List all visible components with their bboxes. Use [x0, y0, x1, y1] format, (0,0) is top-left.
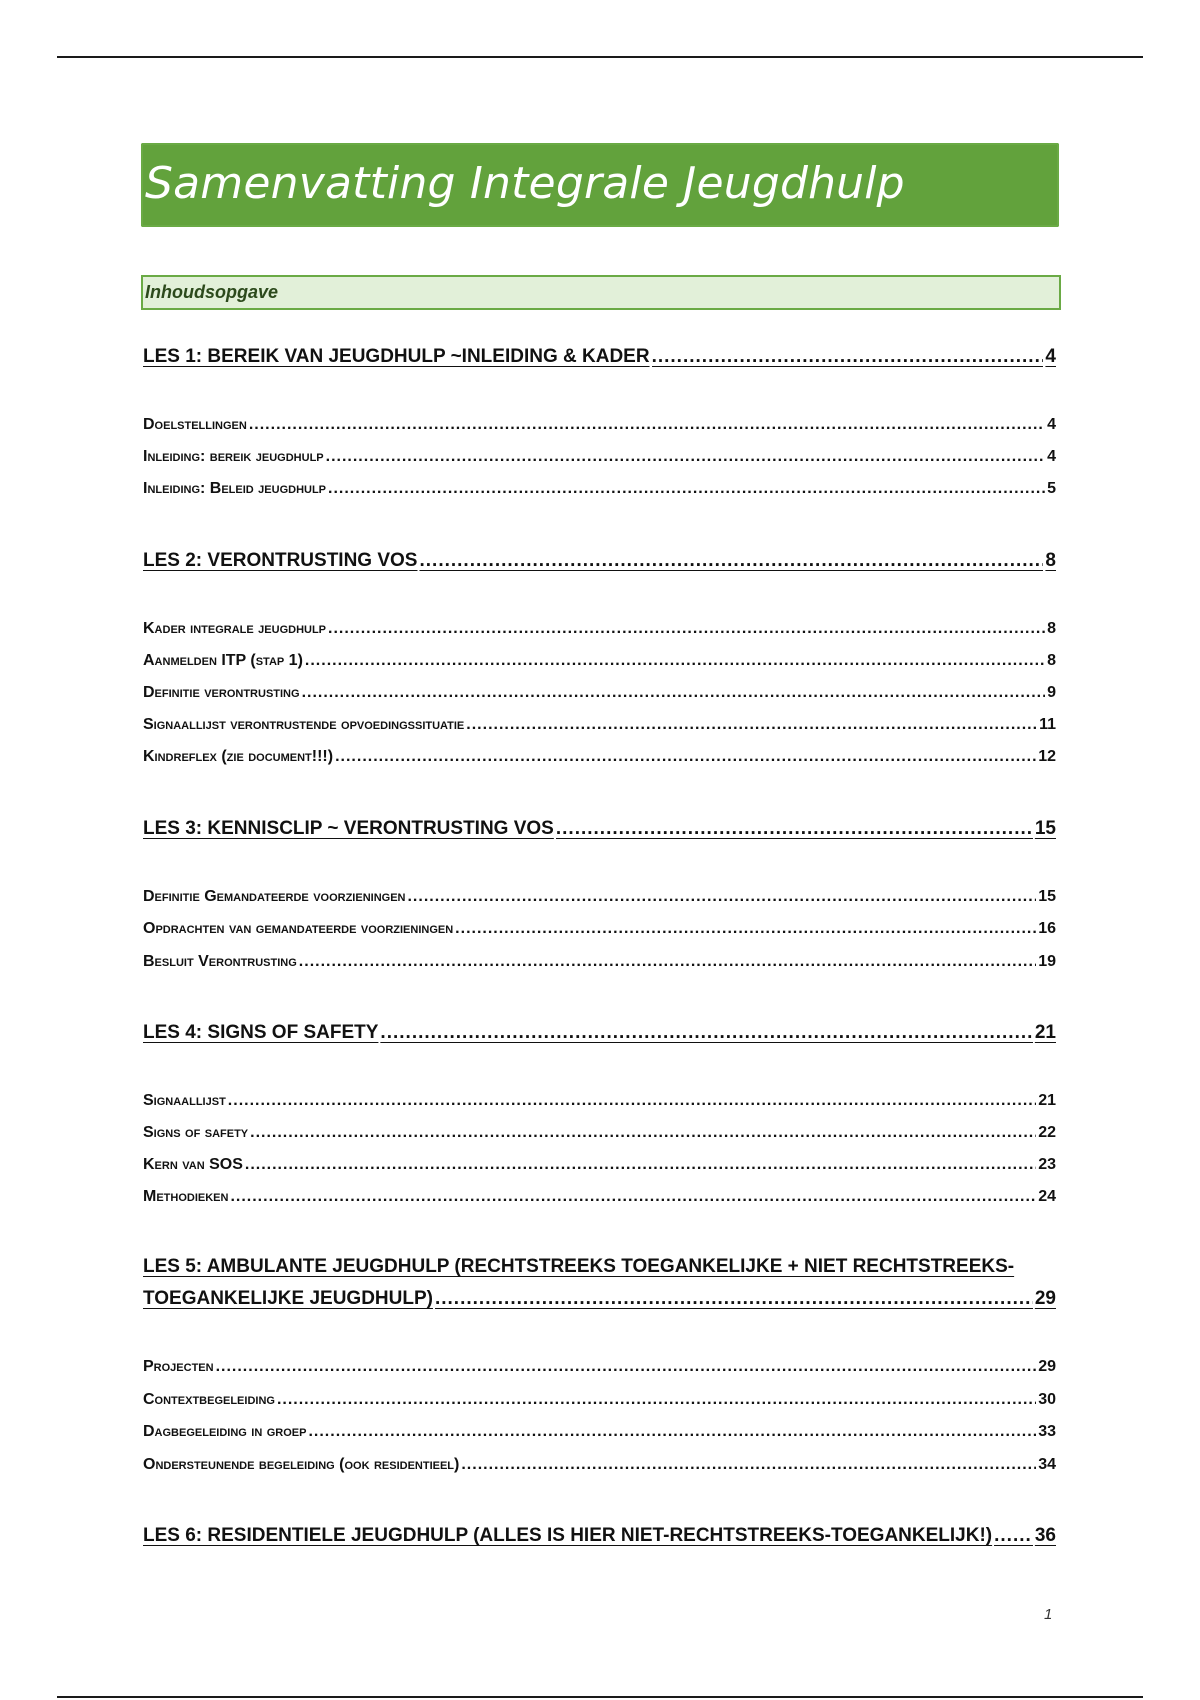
- toc-entry-definitie-gemandateerde[interactable]: Definitie Gemandateerde voorzieningen ..... 15: [143, 888, 1056, 906]
- toc-entry-opdrachten[interactable]: Opdrachten van gemandateerde voorzieningen ..... 16: [143, 920, 1056, 938]
- toc-heading: Inhoudsopgave: [145, 282, 279, 302]
- toc-entry-aanmelden-itp[interactable]: Aanmelden ITP (stap 1) ..... 8: [143, 652, 1056, 670]
- toc-entry-kern-sos[interactable]: Kern van SOS ..... 23: [143, 1156, 1056, 1174]
- toc-entry-les6[interactable]: LES 6: RESIDENTIELE JEUGDHULP (ALLES IS HIER NIET-RECHTSTREEKS-TOEGANKELIJK!) ..... 36: [143, 1525, 1056, 1547]
- toc-heading-box: [141, 275, 1061, 310]
- toc-entry-les1[interactable]: LES 1: BEREIK VAN JEUGDHULP ~INLEIDING & KADER ..... 4: [143, 346, 1056, 368]
- toc-entry-les5[interactable]: TOEGANKELIJKE JEUGDHULP) ..... 29: [143, 1288, 1056, 1310]
- toc-entry-kader[interactable]: Kader integrale jeugdhulp ..... 8: [143, 620, 1056, 638]
- footer-rule: [57, 1696, 1143, 1698]
- toc-entry-signs-of-safety[interactable]: Signs of safety ..... 22: [143, 1124, 1056, 1142]
- toc-entry-methodieken[interactable]: Methodieken ..... 24: [143, 1188, 1056, 1206]
- toc-entry-contextbegeleiding[interactable]: Contextbegeleiding ..... 30: [143, 1391, 1056, 1409]
- toc-entry-ondersteunende[interactable]: Ondersteunende begeleiding (ook residentieel) ..... 34: [143, 1456, 1056, 1474]
- toc-entry-beleid-jeugdhulp[interactable]: Inleiding: Beleid jeugdhulp ..... 5: [143, 480, 1056, 498]
- document-title: Samenvatting Integrale Jeugdhulp: [145, 158, 905, 209]
- toc-entry-bereik-jeugdhulp[interactable]: Inleiding: bereik jeugdhulp ..... 4: [143, 448, 1056, 466]
- toc-entry-dagbegeleiding[interactable]: Dagbegeleiding in groep ..... 33: [143, 1423, 1056, 1441]
- toc-entry-doelstellingen[interactable]: Doelstellingen ..... 4: [143, 416, 1056, 434]
- toc-entry-les2[interactable]: LES 2: VERONTRUSTING VOS ..... 8: [143, 550, 1056, 572]
- toc-entry-projecten[interactable]: Projecten ..... 29: [143, 1358, 1056, 1376]
- page-number: 1: [1044, 1606, 1053, 1623]
- toc-entry-signaallijst-opvoeding[interactable]: Signaallijst verontrustende opvoedingssituatie ..... 11: [143, 716, 1056, 734]
- toc-entry-les5-line1[interactable]: LES 5: AMBULANTE JEUGDHULP (RECHTSTREEKS TOEGANKELIJKE + NIET RECHTSTREEKS-: [143, 1256, 1015, 1277]
- title-banner: [141, 143, 1059, 227]
- toc-entry-definitie-verontrusting[interactable]: Definitie verontrusting ..... 9: [143, 684, 1056, 702]
- toc-entry-les3[interactable]: LES 3: KENNISCLIP ~ VERONTRUSTING VOS ..... 15: [143, 818, 1056, 840]
- header-rule: [57, 56, 1143, 58]
- toc-entry-kindreflex[interactable]: Kindreflex (zie document!!!) ..... 12: [143, 748, 1056, 766]
- toc-entry-les4[interactable]: LES 4: SIGNS OF SAFETY ..... 21: [143, 1022, 1056, 1044]
- toc-entry-signaallijst[interactable]: Signaallijst ..... 21: [143, 1092, 1056, 1110]
- toc-entry-besluit[interactable]: Besluit Verontrusting ..... 19: [143, 953, 1056, 971]
